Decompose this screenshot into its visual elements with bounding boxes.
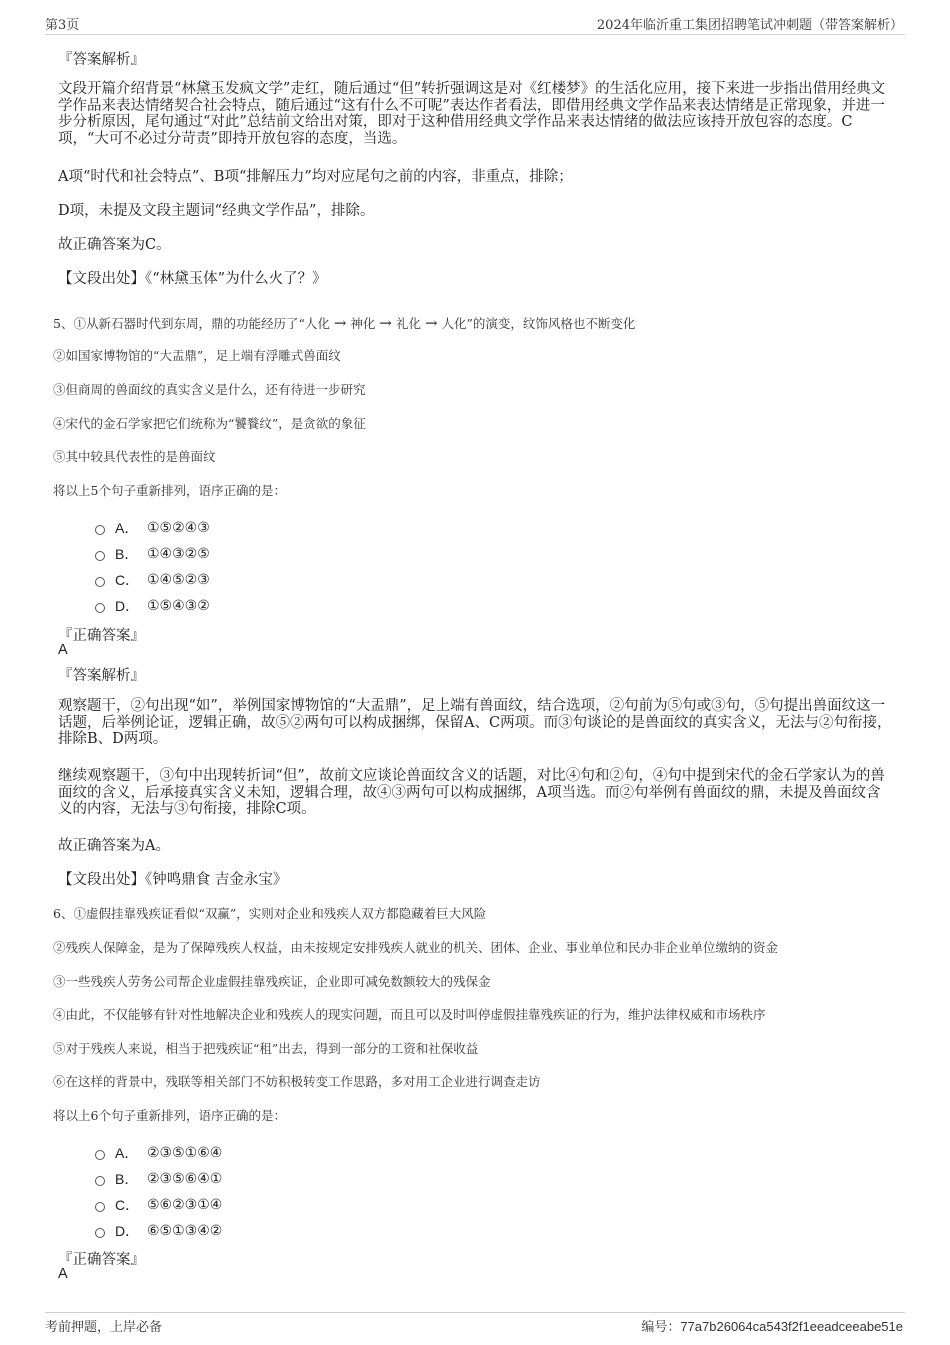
arrow-icon: → bbox=[333, 314, 347, 332]
q5-option-c[interactable] bbox=[95, 570, 210, 590]
document-code-label: 编号： bbox=[641, 1320, 681, 1335]
q6-sentence-3: ③一些残疾人劳务公司帮企业虚假挂靠残疾证，企业即可减免数额较大的残保金 bbox=[53, 974, 491, 989]
option-letter: B． bbox=[115, 1171, 139, 1187]
q5-option-a[interactable] bbox=[95, 518, 210, 538]
q6-sentence-5: ⑤对于残疾人来说，相当于把残疾证“租”出去，得到一部分的工资和社保收益 bbox=[53, 1041, 479, 1056]
option-text: ⑤⑥②③①④ bbox=[147, 1197, 223, 1213]
radio-button-icon[interactable] bbox=[95, 603, 105, 613]
option-text: ①⑤④③② bbox=[147, 598, 210, 614]
q5-sentence-1-start: 5、①从新石器时代到东周，鼎的功能经历了“人化 bbox=[53, 316, 330, 331]
q4-source: 【文段出处】《“林黛玉体”为什么火了？》 bbox=[58, 271, 327, 287]
q4-conclusion: 故正确答案为C。 bbox=[58, 237, 171, 253]
q5-sentence-2: ②如国家博物馆的“大盂鼎”，足上端有浮雕式兽面纹 bbox=[53, 348, 341, 363]
q5-sentence-5: ⑤其中较具代表性的是兽面纹 bbox=[53, 449, 216, 464]
page-footer bbox=[45, 1312, 905, 1337]
radio-button-icon[interactable] bbox=[95, 551, 105, 561]
q5-sentence-1-end: 人化”的演变，纹饰风格也不断变化 bbox=[441, 316, 636, 331]
q5-answer: A bbox=[58, 642, 68, 658]
q5-option-d[interactable] bbox=[95, 596, 210, 616]
option-text: ②③⑤⑥④① bbox=[147, 1171, 223, 1187]
document-title: 2024年临沂重工集团招聘笔试冲刺题（带答案解析） bbox=[596, 18, 903, 33]
radio-button-icon[interactable] bbox=[95, 1150, 105, 1160]
q4-analysis-label: 『答案解析』 bbox=[58, 52, 145, 68]
page-number: 第3页 bbox=[45, 18, 80, 33]
q5-prompt: 将以上5个句子重新排列，语序正确的是： bbox=[53, 483, 286, 498]
document-code-value: 77a7b26064ca543f2f1eeadceeabe51e bbox=[680, 1319, 903, 1334]
q4-analysis-paragraph-1: 文段开篇介绍背景“林黛玉发疯文学”走红，随后通过“但”转折强调这是对《红楼梦》的生活化应用，接下来进一步指出借用经典文学作品来表达情绪契合社会特点，随后通过“这有什么不可呢”表达作者看法，即借用经典文学作品来表达情绪是正常现象，并进一步分析原因，尾句通过“对此”总结前文给出对策，即对于这种借用经典文学作品来表达情绪的做法应该持开放包容的态度。C项，“大可不必过分苛责”即持开放包容的态度，当选。 bbox=[58, 81, 886, 147]
q5-sentence-4: ④宋代的金石学家把它们统称为“饕餮纹”，是贪欲的象征 bbox=[53, 416, 366, 431]
q5-analysis-paragraph-1: 观察题干，②句出现“如”，举例国家博物馆的“大盂鼎”，足上端有兽面纹，结合选项，②句前为⑤句或③句，⑤句提出兽面纹这一话题，后举例论证，逻辑正确，故⑤②两句可以构成捆绑，保留A、C两项。而③句谈论的是兽面纹的真实含义，无法与②句衔接，排除B、D两项。 bbox=[58, 698, 892, 747]
q5-analysis-paragraph-2: 继续观察题干，③句中出现转折词“但”，故前文应谈论兽面纹含义的话题，对比④句和②句，④句中提到宋代的金石学家认为的兽面纹的含义，后承接真实含义未知，逻辑合理，故④③两句可以构成捆绑，A项当选。而②句举例有兽面纹的鼎，未提及兽面纹含义的内容，无法与③句衔接，排除C项。 bbox=[58, 768, 885, 817]
q5-option-b[interactable] bbox=[95, 544, 210, 564]
radio-button-icon[interactable] bbox=[95, 525, 105, 535]
option-letter: B． bbox=[115, 546, 139, 562]
option-text: ②③⑤①⑥④ bbox=[147, 1145, 223, 1161]
footer-slogan: 考前押题，上岸必备 bbox=[45, 1320, 163, 1335]
q6-sentence-6: ⑥在这样的背景中，残联等相关部门不妨积极转变工作思路，多对用工企业进行调查走访 bbox=[53, 1074, 541, 1089]
radio-button-icon[interactable] bbox=[95, 1202, 105, 1212]
option-letter: D． bbox=[115, 1223, 140, 1239]
arrow-icon: → bbox=[379, 314, 392, 332]
q6-option-a[interactable] bbox=[95, 1143, 222, 1163]
q6-answer: A bbox=[58, 1266, 68, 1282]
q6-option-c[interactable] bbox=[95, 1195, 222, 1215]
radio-button-icon[interactable] bbox=[95, 1176, 105, 1186]
page-header bbox=[45, 14, 905, 35]
option-text: ①④③②⑤ bbox=[147, 546, 210, 562]
option-text: ⑥⑤①③④② bbox=[147, 1223, 223, 1239]
q6-sentence-2: ②残疾人保障金，是为了保障残疾人权益，由未按规定安排残疾人就业的机关、团体、企业、事业单位和民办非企业单位缴纳的资金 bbox=[53, 940, 779, 955]
q5-sentence-1 bbox=[53, 315, 893, 332]
option-letter: A． bbox=[115, 520, 139, 536]
radio-button-icon[interactable] bbox=[95, 1228, 105, 1238]
option-letter: C． bbox=[115, 1197, 140, 1213]
q5-sentence-3: ③但商周的兽面纹的真实含义是什么，还有待进一步研究 bbox=[53, 382, 366, 397]
radio-button-icon[interactable] bbox=[95, 577, 105, 587]
q6-sentence-1: 6、①虚假挂靠残疾证看似“双赢”，实则对企业和残疾人双方都隐藏着巨大风险 bbox=[53, 906, 487, 921]
option-letter: C． bbox=[115, 572, 140, 588]
q6-option-d[interactable] bbox=[95, 1221, 222, 1241]
q5-sentence-1-stage-2: 神化 bbox=[350, 316, 376, 331]
q6-option-b[interactable] bbox=[95, 1169, 222, 1189]
q5-conclusion: 故正确答案为A。 bbox=[58, 838, 170, 854]
q5-sentence-1-stage-3: 礼化 bbox=[395, 316, 421, 331]
q6-sentence-4: ④由此，不仅能够有针对性地解决企业和残疾人的现实问题，而且可以及时叫停虚假挂靠残疾证的行为，维护法律权威和市场秩序 bbox=[53, 1007, 766, 1022]
q5-analysis-label: 『答案解析』 bbox=[58, 668, 145, 684]
arrow-icon: → bbox=[424, 314, 438, 332]
q5-answer-label: 『正确答案』 bbox=[58, 628, 145, 644]
q6-answer-label: 『正确答案』 bbox=[58, 1252, 145, 1268]
option-letter: A． bbox=[115, 1145, 139, 1161]
q6-prompt: 将以上6个句子重新排列，语序正确的是： bbox=[53, 1108, 286, 1123]
document-code bbox=[641, 1316, 903, 1335]
q4-analysis-paragraph-2: A项“时代和社会特点”、B项“排解压力”均对应尾句之前的内容，非重点，排除； bbox=[58, 169, 573, 185]
option-text: ①④⑤②③ bbox=[147, 572, 210, 588]
option-text: ①⑤②④③ bbox=[147, 520, 210, 536]
q4-analysis-paragraph-3: D项，未提及文段主题词“经典文学作品”，排除。 bbox=[58, 203, 375, 219]
q5-source: 【文段出处】《钟鸣鼎食 吉金永宝》 bbox=[58, 872, 288, 888]
option-letter: D． bbox=[115, 598, 140, 614]
